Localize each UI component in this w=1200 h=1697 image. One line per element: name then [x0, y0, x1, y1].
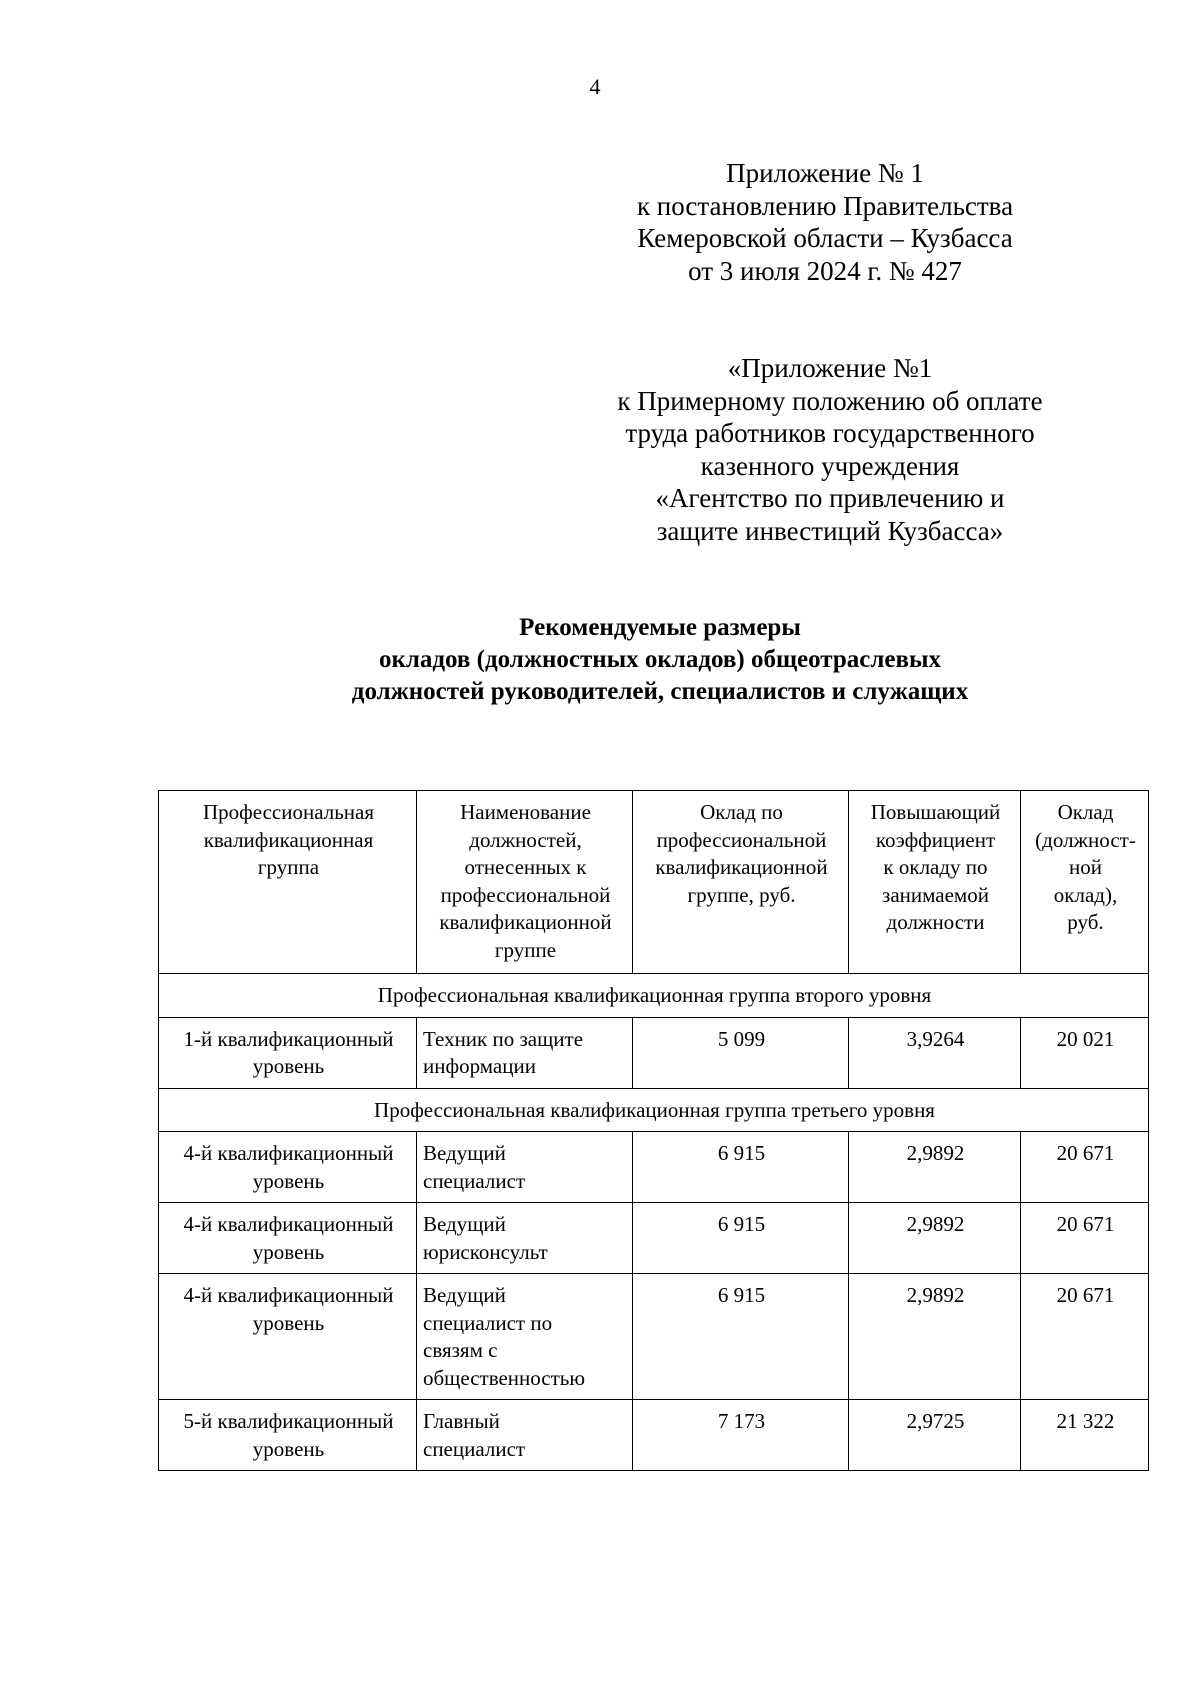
- cell-base-salary: 6 915: [633, 1274, 849, 1400]
- cell-level: 5-й квалификационный уровень: [159, 1400, 417, 1471]
- cell-salary: 20 021: [1021, 1017, 1149, 1088]
- approval-block: [600, 157, 1050, 287]
- cell-position: Ведущий специалист: [417, 1132, 633, 1203]
- title-line: окладов (должностных окладов) общеотраслевых: [378, 646, 942, 673]
- cell-salary: 20 671: [1021, 1132, 1149, 1203]
- approval-line: Приложение № 1: [726, 158, 924, 188]
- cell-level: 4-й квалификационный уровень: [159, 1132, 417, 1203]
- appendix-reference-block: [590, 352, 1070, 547]
- cell-base-salary: 7 173: [633, 1400, 849, 1471]
- cell-base-salary: 6 915: [633, 1203, 849, 1274]
- group-row: [159, 974, 1149, 1018]
- approval-line: к постановлению Правительства: [636, 190, 1014, 221]
- cell-position: Ведущий специалист по связям с общественностью: [417, 1274, 633, 1400]
- cell-coefficient: 2,9892: [849, 1203, 1021, 1274]
- group-title: Профессиональная квалификационная группа второго уровня: [159, 974, 1149, 1018]
- cell-base-salary: 6 915: [633, 1132, 849, 1203]
- appendix-line: «Агентство по привлечению и: [655, 483, 1005, 513]
- approval-line: Кемеровской области – Кузбасса: [637, 223, 1013, 253]
- cell-level: 1-й квалификационный уровень: [159, 1017, 417, 1088]
- appendix-line: защите инвестиций Кузбасса»: [656, 515, 1004, 546]
- page-number: 4: [589, 74, 601, 99]
- table-header-row: [159, 791, 1149, 974]
- title-line: Рекомендуемые размеры: [519, 614, 801, 641]
- cell-salary: 21 322: [1021, 1400, 1149, 1471]
- approval-line: от 3 июля 2024 г. № 427: [688, 255, 962, 286]
- cell-level: 4-й квалификационный уровень: [159, 1203, 417, 1274]
- document-title: [0, 612, 1200, 708]
- header-position: Наименование должностей, отнесенных к профессиональной квалификационной группе: [417, 791, 633, 974]
- header-coefficient: Повышающий коэффициент к окладу по занимаемой должности: [849, 791, 1021, 974]
- cell-coefficient: 3,9264: [849, 1017, 1021, 1088]
- table-row: [159, 1203, 1149, 1274]
- cell-coefficient: 2,9892: [849, 1274, 1021, 1400]
- header-group: Профессиональная квалификационная группа: [159, 791, 417, 974]
- table-row: [159, 1400, 1149, 1471]
- cell-position: Техник по защите информации: [417, 1017, 633, 1088]
- appendix-line: к Примерному положению об оплате: [617, 385, 1043, 416]
- table-row: [159, 1017, 1149, 1088]
- appendix-line: «Приложение №1: [727, 353, 933, 383]
- title-line: должностей руководителей, специалистов и служащих: [351, 678, 969, 705]
- header-salary: Оклад (должност- ной оклад), руб.: [1021, 791, 1149, 974]
- appendix-line: казенного учреждения: [700, 450, 960, 481]
- cell-salary: 20 671: [1021, 1274, 1149, 1400]
- table-row: [159, 1274, 1149, 1400]
- cell-base-salary: 5 099: [633, 1017, 849, 1088]
- cell-level: 4-й квалификационный уровень: [159, 1274, 417, 1400]
- cell-position: Ведущий юрисконсульт: [417, 1203, 633, 1274]
- cell-coefficient: 2,9892: [849, 1132, 1021, 1203]
- cell-position: Главный специалист: [417, 1400, 633, 1471]
- cell-coefficient: 2,9725: [849, 1400, 1021, 1471]
- group-title: Профессиональная квалификационная группа третьего уровня: [159, 1088, 1149, 1132]
- cell-salary: 20 671: [1021, 1203, 1149, 1274]
- group-row: [159, 1088, 1149, 1132]
- salary-table: [158, 790, 1149, 1471]
- table-row: [159, 1132, 1149, 1203]
- header-base-salary: Оклад по профессиональной квалификационной группе, руб.: [633, 791, 849, 974]
- appendix-line: труда работников государственного: [625, 418, 1035, 448]
